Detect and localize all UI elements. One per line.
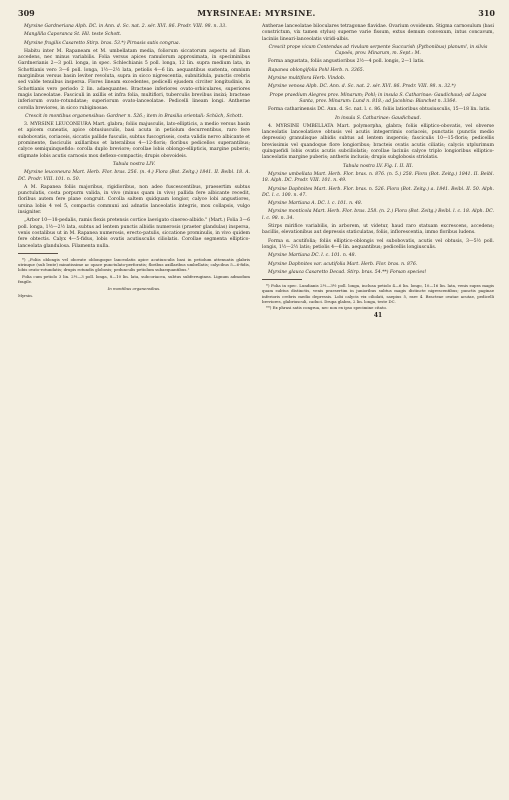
left-citation-2: Manglilla Caporanca St. Hil. teste Schott. [24, 32, 122, 38]
left-comparison: A M. Rapanea foliis majoribus, rigidioribus, non adeo fuscescentibus, praesertim subtus punctulatis, costa porpurm valida, in vivo (minus quam in vivo) pallida fere albicante recedit, floribus autem fere plane congruit. Corolla saltem quidquam longior, calyce lobi angustiores, ursina lobis 4 vel 5, compactis communi axi adnatis lanceolatis integris, mox collapsis, vulgo insigniter. [18, 184, 250, 216]
right-footnote-1: *) Folia in spec. Lundianis 2½—3½ poll. longa, inclusa petiolo 4—6 lin. longo, 10—16 lin. lata, venis supra magis quam subtus distinctis, venis praesertim in junioribus subtus magis distincte nigrescentibus; punctis paginae inferioris crebris medio depressis. Lobi calycis vix ciliolati, saepius 5, rare 4. Bracteae ovatae acutae, pedicelli breviores, glabriusculi, caduci. Drupa glabra, 2 lin. longa, teste DC. [262, 283, 494, 304]
left-plate-ref: Tabula nostra LIV. [112, 161, 156, 167]
left-description: Habitu inter M. Rapaneam et M. umbellatam media, foliorum siccatorum aspectu ad illam accedens, nec minus variabilis. Folia versus apices ramulorum approximata, in speciminibus Gardnerianis 2—3 poll. longa, in spec. Schlechianis 5 poll. longa, 12 lin. supra medium lata, in Schottianis vero 3—6 poll. longa, 1½—2½ lata, petiolis 4—6 lin. aequantibus sustenta, omnium marginibus versus basin leviter revoluta, supra in sicco nigrescentia, subnitidula, punctis crebris sed valde tenuibus inspersa. Flores lineam excedentes, pedicelli ejusdem circiter longitudinis, in Schottianis vero periodo 2 lin. adaequantes. Bracteae inferiores ovato-orbiculares, superiores magis lanceolatae. Fasciculi in axillis et infra folia, multiflori, tuberculis brevibus insixi; bracteae inferiorum ovato-rotundatae; superiorum ovato-lanceolatae. Pedicelli lineam longi. Antherae corolla breviores, in sicco rubiginosae. [18, 48, 250, 111]
right-synonym-5: Myrsine Daphnites Mart. Herb. Flor. bras. n. 526. Flora (Bot. Zeitg.) a. 1841. Beibl. II. 50. Alph. DC. l. c. 100. n. 47. [262, 186, 494, 198]
right-locality-3: In insula S. Catharinae: Gaudichaud. [335, 115, 421, 121]
footnote-separator-left [18, 253, 58, 254]
left-citation-1: Myrsine Gardneriana Alph. DC. in Ann. d. Sc. nat. 2. sér. XVI. 86. Prodr. VIII. 98. n. 33. [24, 24, 227, 29]
left-column [18, 24, 250, 299]
signature-mark: 41 [373, 311, 383, 319]
right-synonym-1: Rapanea oblongifolia Pohl Herb. n. 3365. [268, 67, 365, 73]
left-footnote-4: Myrsin. [18, 292, 34, 298]
forma-acutifolia: Forma α. acutifolia; foliis elliptico-oblongis vel subobovatis, acutis vel obtusis, 3—5½ poll. longis, 1½—2½ latis; petiolis 4—6 lin. aequantibus; pedicellis longiusculis. [262, 238, 494, 250]
right-synonym-9: Myrsine Daphnites var. acutifolia Mart. Herb. Flor. bras. n. 876. [268, 261, 418, 267]
right-locality-2: Prope praedium Alegres prov. Minarum; Pohl; in insula S. Catharinae: Gaudichaud; ad Lagoa Santa, prov. Minarum: Lund n. 818.; ad Jacobina: Blanchet n. 3364. [269, 92, 487, 104]
right-continuation: Antherae lanceolatae biloculares tetragonae flavidae. Ovarium ovoideum. Stigma carnosulum (basi constrictum, vix tamen stylus) superne varie fissum, extus demum convexum, intus concavum, laciniis lineari-lanceolatis viridi-albis. [262, 24, 494, 42]
left-footnote-1: *) „Foliis oblongis vel obovate oblongoque lanceolatis apice acutiusculis basi in petiolum attenuatis glabris utrinque (sub lente) minutissime ac opace punctulato-perforatis; floribus axillaribus umbellatis; calycibus 5—6-fidis, lobis ovato-rotundatis; drupis rotundis globosis; pedunculis petiolum subaequantibus." [18, 256, 250, 273]
right-column [262, 24, 494, 319]
running-title: MYRSINEAE: MYRSINE. [197, 8, 316, 18]
forma-angustata: Forma angustata, foliis angustioribus 2½—4 poll. longis, 2—1 latis. [268, 59, 425, 65]
species-leuconeura-diagnosis: 3. MYRSINE LEUCONEURA Mart. glabra; foliis majusculis, lato-ellipticis, a medio versus basin et apicem cuneatis, apice obtusiusculis, basi acuta in petiolum decurrentibus, raro fere subobovatis, coriaceis, siccatis pallide fusculis, subtus fuscogriseis, costa validis nervo albicante et prominente, fasciculis axillaribus et lateralibus 4—12-floris; floribus pedicellos superantibus; calyce semiquinquefido: corolla duplo breviore; corollae lobis oblongo-ellipticis, margine puberis; stigmate lobis acutis carnosis mox deflexo-compactis; drupis obovoideis. [18, 122, 250, 159]
forma-catharinensis: Forma catharinensis DC. Ann. d. Sc. nat. l. c. 86. foliis latioribus obtusiusculis, 15—18 lin. latis. [268, 107, 491, 113]
right-footnotes [262, 283, 494, 311]
left-footnote-2: Folia cum petiolo 3 lin. 2½—3 poll. longa, 8—10 lin. lata, subcoriacea, subtus subferruginea. Lignum admodum fragile. [18, 273, 250, 285]
left-footnotes [18, 257, 250, 298]
right-synonym-8: Myrsine Martiana DC. l. c. 101. n. 48. [268, 253, 357, 259]
right-synonym-7: Myrsine montícola Mart. Herb. Flor. bras. 258. (n. 2.) Flora (Bot. Zeitg.) Beibl. l. c. 18. Alph. DC. l. c. 98. n. 34. [262, 209, 494, 221]
right-synonym-6: Myrsine Martiana A. DC. l. c. 101. n. 48. [268, 201, 363, 207]
right-synonym-4: Myrsine umbellata Mart. Herb. Flor. bras. n. 876. (n. 5.) 258. Flora (Bot. Zeitg.) 1841. II. Beibl. 18. Alph. DC. Prodr. VIII. 101. n. 49. [262, 171, 494, 184]
species-umbellata-diagnosis: 4. MYRSINE UMBELLATA Mart. polymorpha, glabra; foliis elliptico-obovatis, vel obverse lanceolatis lanceolatisve obtusis vel acutis integerrimis coriaceis, punctatis (punctis medio depressis) granulisque albidis subtus ad lentem inspersis; fasciculis 10—15-floris; pedicellis brevissimis vel quandoque flore longioribus; bracteis ovatis acutis ciliatis; calycis utplurimum quinquefidi lobis ovatis acutis subciliolatis; corollae laciniis calyce triplo longioribus elliptico-lanceolatis margine puberis; antheris inclusis; drupis subglobosis striolatis. [262, 123, 494, 161]
footnote-separator-right [262, 279, 302, 280]
right-synonym-2: Myrsine multiflora Herb. Vindob. [268, 76, 346, 82]
left-habit: „Arbor 10—18-pedalis, ramis flexis pretensis cortice laevigato cinereo-albido." (Mart.) Folia 3—6 poll. longa, 1½—2½ lata, subtus ad lentem punctis albidis numerosis (praeter glandulas) inspersa, venis costalibus ut in M. Rapanea numerosis, erecto-patulis, siccatione prominulis, in vivo quidem fere obtectis. Calyx 4—5-fidus, lobis ovatis acutiusculis ciliolatis. Corollae segmenta elliptico-lanceolata glandulosa. Filamenta nulla. [18, 218, 250, 249]
page-number-left: 309 [18, 8, 35, 18]
right-synonym-3: Myrsine venosa Alph. DC. Ann. d. Sc. nat. 2. sér. XVI. 86. Prodr. VIII. 98. n. 32.*) [268, 84, 456, 90]
left-footnote-3: In montibus organensibus. [107, 285, 161, 291]
left-citation-3: Myrsine fragilis Casaretto Stirp. bras. 53.*) Pirnasis sutis congrua. [24, 40, 181, 46]
right-variability: Stirps mirifice variabilis, in arborem, ut videtur, haud raro statuam excrescens, accedens; bacillis, elevationibus aut depressis staticulatas, foliis, inflorescentia, immo floribus ludens. [262, 224, 494, 236]
left-synonymy: Myrsine leuconeura Mart. Herb. Flor. bras. 256. (n. 4.) Flora (Bot. Zeitg.) 1841. II. Beibl. 18. A. DC. Prodr. VIII. 101. n. 50. [18, 170, 250, 182]
page-number-right: 310 [478, 8, 495, 18]
running-header [18, 8, 495, 24]
right-locality-1: Crescit prope vicum Contendas ad rivulum serpente Succurish (Pythonibus) planum!, in silvis Capoës, prov. Minarum, m. Sept.: M. [268, 44, 488, 57]
right-footnote-2: **) Ex phrasi satis congrua, nec non ex ipso specimine citato. [266, 305, 388, 311]
right-plate-ref: Tabula nostra LV. Fig. I. II. III. [343, 163, 413, 169]
right-synonym-10: Myrsine glauca Casaretto Decad. Stirp. bras. 54.**) Forsan species! [268, 269, 427, 275]
left-locality: Crescit in montibus organensibus: Gardner n. 526.; item in Brasilia orientali: Schüch, Schott. [25, 113, 243, 119]
